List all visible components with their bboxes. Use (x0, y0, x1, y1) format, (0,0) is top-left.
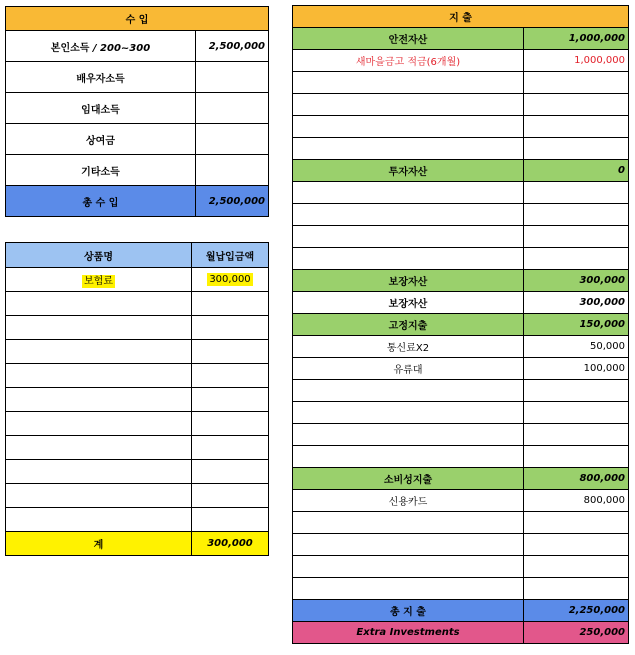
expense-safe-value[interactable]: 1,000,000 (524, 28, 629, 50)
product-amount-cell[interactable] (192, 316, 269, 340)
expense-cell[interactable] (293, 116, 524, 138)
expense-fixed-item1-value[interactable]: 50,000 (524, 336, 629, 358)
expense-cell[interactable] (293, 72, 524, 94)
expense-cell[interactable] (524, 138, 629, 160)
expense-cell[interactable] (293, 248, 524, 270)
expense-cell[interactable] (524, 402, 629, 424)
product-name-cell[interactable] (6, 484, 192, 508)
expense-cell[interactable] (293, 402, 524, 424)
expense-consume-item-label[interactable]: 신용카드 (293, 490, 524, 512)
expense-invest-value[interactable]: 0 (524, 160, 629, 182)
expense-cell[interactable] (293, 380, 524, 402)
expense-fixed-item1-label[interactable]: 통신료X2 (293, 336, 524, 358)
income-table (5, 6, 269, 217)
product-name-cell[interactable] (6, 388, 192, 412)
expense-cell[interactable] (524, 72, 629, 94)
product-total-label: 계 (6, 532, 192, 556)
expense-protect-item-label[interactable]: 보장자산 (293, 292, 524, 314)
extra-investments-value[interactable]: 250,000 (524, 622, 629, 644)
expense-fixed-value[interactable]: 150,000 (524, 314, 629, 336)
expense-invest-label: 투자자산 (293, 160, 524, 182)
product-name-cell[interactable] (6, 340, 192, 364)
product-amount-cell[interactable] (192, 436, 269, 460)
product-amount-cell[interactable] (192, 268, 269, 292)
expense-cell[interactable] (524, 94, 629, 116)
income-value-bonus[interactable] (196, 124, 269, 155)
product-amount-cell[interactable] (192, 388, 269, 412)
expense-fixed-item2-label[interactable]: 유류대 (293, 358, 524, 380)
expense-consume-value[interactable]: 800,000 (524, 468, 629, 490)
expense-cell[interactable] (293, 138, 524, 160)
income-value-self[interactable]: 2,500,000 (196, 31, 269, 62)
expense-cell[interactable] (293, 226, 524, 248)
expense-cell[interactable] (524, 380, 629, 402)
expense-cell[interactable] (293, 534, 524, 556)
expense-cell[interactable] (524, 248, 629, 270)
expense-cell[interactable] (293, 94, 524, 116)
expense-safe-item-label[interactable]: 새마을금고 적금(6개월) (293, 50, 524, 72)
product-name-cell[interactable] (6, 436, 192, 460)
income-value-spouse[interactable] (196, 62, 269, 93)
expense-consume-label: 소비성지출 (293, 468, 524, 490)
expense-cell[interactable] (293, 204, 524, 226)
expense-cell[interactable] (293, 424, 524, 446)
income-total-label: 총 수 입 (6, 186, 196, 217)
expense-cell[interactable] (524, 534, 629, 556)
expense-header: 지 출 (293, 6, 629, 28)
income-label-self: 본인소득 / 200~300 (6, 31, 196, 62)
income-label-other: 기타소득 (6, 155, 196, 186)
income-label-spouse: 배우자소득 (6, 62, 196, 93)
extra-investments-label: Extra Investments (293, 622, 524, 644)
expense-safe-label: 안전자산 (293, 28, 524, 50)
product-total-value[interactable]: 300,000 (192, 532, 269, 556)
expense-cell[interactable] (524, 512, 629, 534)
income-label-rent: 임대소득 (6, 93, 196, 124)
product-name-cell[interactable] (6, 292, 192, 316)
product-name-cell[interactable] (6, 316, 192, 340)
expense-cell[interactable] (293, 578, 524, 600)
expense-cell[interactable] (293, 556, 524, 578)
product-amount-insurance: 300,000 (209, 274, 251, 285)
expense-protect-item-value[interactable]: 300,000 (524, 292, 629, 314)
income-total-value[interactable]: 2,500,000 (196, 186, 269, 217)
product-name-cell[interactable] (6, 460, 192, 484)
product-amount-cell[interactable] (192, 292, 269, 316)
product-name-cell[interactable] (6, 508, 192, 532)
product-amount-cell[interactable] (192, 340, 269, 364)
product-amount-cell[interactable] (192, 460, 269, 484)
expense-cell[interactable] (524, 182, 629, 204)
expense-fixed-label: 고정지출 (293, 314, 524, 336)
income-value-rent[interactable] (196, 93, 269, 124)
expense-cell[interactable] (524, 556, 629, 578)
expense-cell[interactable] (524, 424, 629, 446)
product-name-cell[interactable] (6, 268, 192, 292)
expense-consume-item-value[interactable]: 800,000 (524, 490, 629, 512)
product-amount-cell[interactable] (192, 364, 269, 388)
product-amount-cell[interactable] (192, 484, 269, 508)
expense-table (292, 5, 629, 644)
expense-cell[interactable] (524, 116, 629, 138)
income-header: 수 입 (6, 7, 269, 31)
product-amount-cell[interactable] (192, 412, 269, 436)
income-label-bonus: 상여금 (6, 124, 196, 155)
expense-cell[interactable] (524, 226, 629, 248)
product-col-amount: 월납입금액 (192, 243, 269, 268)
product-name-insurance: 보험료 (84, 276, 113, 287)
expense-cell[interactable] (293, 182, 524, 204)
product-col-name: 상품명 (6, 243, 192, 268)
expense-protect-value[interactable]: 300,000 (524, 270, 629, 292)
expense-total-value[interactable]: 2,250,000 (524, 600, 629, 622)
expense-cell[interactable] (293, 512, 524, 534)
expense-cell[interactable] (524, 578, 629, 600)
income-value-other[interactable] (196, 155, 269, 186)
expense-total-label: 총 지 출 (293, 600, 524, 622)
expense-safe-item-value[interactable]: 1,000,000 (524, 50, 629, 72)
expense-fixed-item2-value[interactable]: 100,000 (524, 358, 629, 380)
product-amount-cell[interactable] (192, 508, 269, 532)
expense-cell[interactable] (524, 446, 629, 468)
expense-cell[interactable] (293, 446, 524, 468)
expense-protect-label: 보장자산 (293, 270, 524, 292)
product-table (5, 242, 269, 556)
product-name-cell[interactable] (6, 364, 192, 388)
expense-cell[interactable] (524, 204, 629, 226)
product-name-cell[interactable] (6, 412, 192, 436)
